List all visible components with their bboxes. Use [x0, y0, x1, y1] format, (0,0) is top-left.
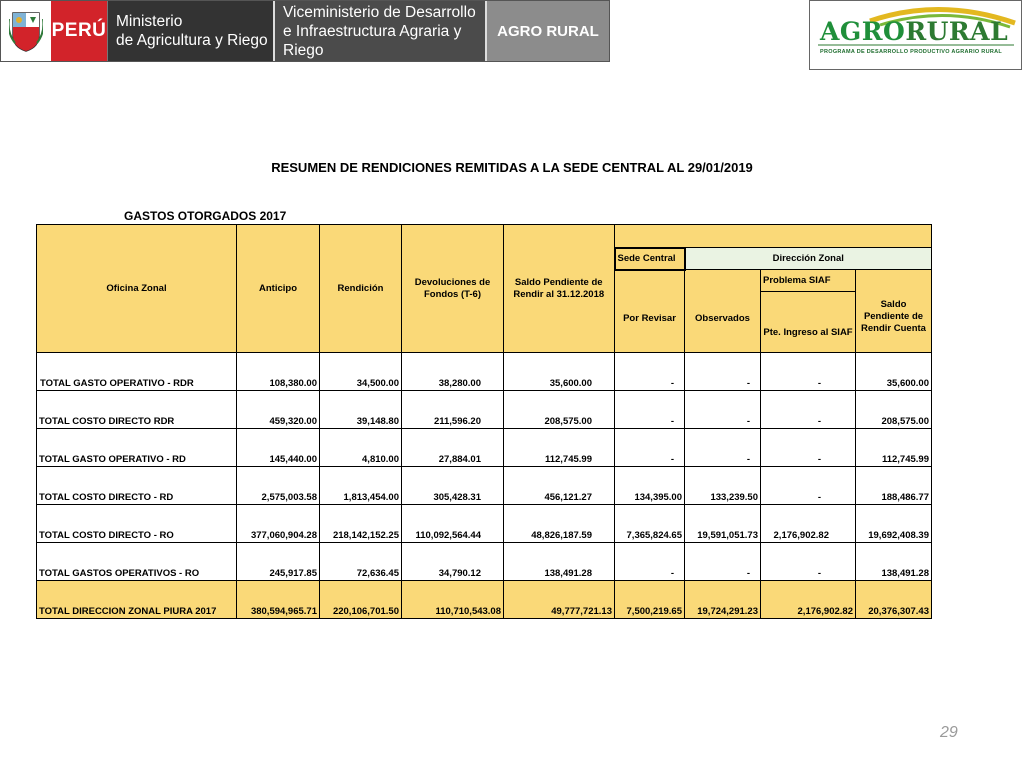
report-subtitle: GASTOS OTORGADOS 2017: [124, 209, 287, 223]
row-label: TOTAL COSTO DIRECTO - RO: [37, 505, 237, 543]
viceministry-name: [273, 1, 485, 61]
rendiciones-table: [36, 224, 932, 619]
agro-rural-label: AGRO RURAL: [485, 1, 609, 61]
row-label: TOTAL GASTO OPERATIVO - RDR: [37, 353, 237, 391]
cell-por-revisar: -: [615, 429, 685, 467]
cell-rendicion: 39,148.80: [320, 391, 402, 429]
header-anticipo: Anticipo: [237, 225, 320, 353]
peru-label: PERÚ: [51, 1, 107, 61]
cell-observados: -: [685, 391, 761, 429]
cell-pte: 2,176,902.82: [761, 505, 856, 543]
total-row: [37, 581, 932, 619]
header-devoluciones: Devoluciones de Fondos (T-6): [402, 225, 504, 353]
cell-devoluciones: 27,884.01: [402, 429, 504, 467]
government-banner: [0, 0, 610, 62]
cell-saldo: 456,121.27: [504, 467, 615, 505]
header-por-revisar: Por Revisar: [615, 270, 685, 353]
cell-anticipo: 245,917.85: [237, 543, 320, 581]
total-devoluciones: 110,710,543.08: [402, 581, 504, 619]
logo-word-agro: AGRO: [820, 17, 906, 46]
cell-saldo-rendir: 35,600.00: [856, 353, 932, 391]
header-sede-central: Sede Central: [615, 248, 685, 270]
vice-line2: e Infraestructura Agraria y Riego: [283, 22, 462, 59]
cell-pte: -: [761, 467, 856, 505]
peru-shield-icon: [1, 1, 51, 61]
cell-rendicion: 72,636.45: [320, 543, 402, 581]
total-por-revisar: 7,500,219.65: [615, 581, 685, 619]
row-label: TOTAL COSTO DIRECTO - RD: [37, 467, 237, 505]
cell-rendicion: 1,813,454.00: [320, 467, 402, 505]
cell-rendicion: 218,142,152.25: [320, 505, 402, 543]
table-row: [37, 467, 932, 505]
cell-observados: -: [685, 353, 761, 391]
row-label: TOTAL GASTO OPERATIVO - RD: [37, 429, 237, 467]
table-row: [37, 391, 932, 429]
header-direccion-zonal: Dirección Zonal: [685, 248, 932, 270]
cell-saldo: 208,575.00: [504, 391, 615, 429]
cell-saldo-rendir: 112,745.99: [856, 429, 932, 467]
total-observados: 19,724,291.23: [685, 581, 761, 619]
cell-saldo: 112,745.99: [504, 429, 615, 467]
table-row: [37, 543, 932, 581]
table-row: [37, 505, 932, 543]
total-saldo: 49,777,721.13: [504, 581, 615, 619]
table-row: [37, 429, 932, 467]
cell-observados: 19,591,051.73: [685, 505, 761, 543]
cell-saldo-rendir: 188,486.77: [856, 467, 932, 505]
cell-devoluciones: 110,092,564.44: [402, 505, 504, 543]
cell-rendicion: 34,500.00: [320, 353, 402, 391]
cell-devoluciones: 34,790.12: [402, 543, 504, 581]
header-oficina: Oficina Zonal: [37, 225, 237, 353]
cell-pte: -: [761, 429, 856, 467]
header-pte-ingreso: Pte. Ingreso al SIAF: [761, 292, 856, 353]
cell-saldo-rendir: 208,575.00: [856, 391, 932, 429]
cell-pte: -: [761, 391, 856, 429]
header-saldo-rendir: Saldo Pendiente de Rendir Cuenta: [856, 270, 932, 353]
ministry-line2: de Agricultura y Riego: [116, 32, 268, 49]
ministry-line1: Ministerio: [116, 13, 183, 30]
cell-por-revisar: -: [615, 353, 685, 391]
total-saldo-rendir: 20,376,307.43: [856, 581, 932, 619]
ministry-name: [107, 1, 273, 61]
cell-rendicion: 4,810.00: [320, 429, 402, 467]
total-label: TOTAL DIRECCION ZONAL PIURA 2017: [37, 581, 237, 619]
cell-devoluciones: 211,596.20: [402, 391, 504, 429]
logo-wordmark: [820, 17, 1008, 46]
header-saldo-pendiente: Saldo Pendiente de Rendir al 31.12.2018: [504, 225, 615, 353]
cell-saldo: 48,826,187.59: [504, 505, 615, 543]
cell-anticipo: 145,440.00: [237, 429, 320, 467]
header-blank: [615, 225, 932, 248]
cell-por-revisar: 134,395.00: [615, 467, 685, 505]
logo-subtitle: PROGRAMA DE DESARROLLO PRODUCTIVO AGRARIO RURAL: [820, 49, 1003, 55]
cell-anticipo: 108,380.00: [237, 353, 320, 391]
header-rendicion: Rendición: [320, 225, 402, 353]
header-observados: Observados: [685, 270, 761, 353]
cell-observados: -: [685, 543, 761, 581]
total-rendicion: 220,106,701.50: [320, 581, 402, 619]
agrorural-logo: [809, 0, 1022, 70]
cell-saldo: 35,600.00: [504, 353, 615, 391]
cell-pte: -: [761, 353, 856, 391]
row-label: TOTAL COSTO DIRECTO RDR: [37, 391, 237, 429]
cell-devoluciones: 305,428.31: [402, 467, 504, 505]
cell-saldo: 138,491.28: [504, 543, 615, 581]
table-row: [37, 353, 932, 391]
cell-por-revisar: -: [615, 391, 685, 429]
vice-line1: Viceministerio de Desarrollo: [283, 3, 476, 21]
cell-observados: 133,239.50: [685, 467, 761, 505]
header-problema-siaf: Problema SIAF: [761, 270, 856, 292]
cell-anticipo: 377,060,904.28: [237, 505, 320, 543]
cell-pte: -: [761, 543, 856, 581]
cell-saldo-rendir: 138,491.28: [856, 543, 932, 581]
page-number: 29: [940, 724, 958, 741]
cell-por-revisar: -: [615, 543, 685, 581]
cell-observados: -: [685, 429, 761, 467]
report-title: RESUMEN DE RENDICIONES REMITIDAS A LA SEDE CENTRAL AL 29/01/2019: [271, 160, 753, 175]
cell-por-revisar: 7,365,824.65: [615, 505, 685, 543]
cell-anticipo: 459,320.00: [237, 391, 320, 429]
row-label: TOTAL GASTOS OPERATIVOS - RO: [37, 543, 237, 581]
cell-devoluciones: 38,280.00: [402, 353, 504, 391]
cell-anticipo: 2,575,003.58: [237, 467, 320, 505]
total-pte: 2,176,902.82: [761, 581, 856, 619]
cell-saldo-rendir: 19,692,408.39: [856, 505, 932, 543]
logo-word-rural: RURAL: [905, 17, 1009, 46]
total-anticipo: 380,594,965.71: [237, 581, 320, 619]
